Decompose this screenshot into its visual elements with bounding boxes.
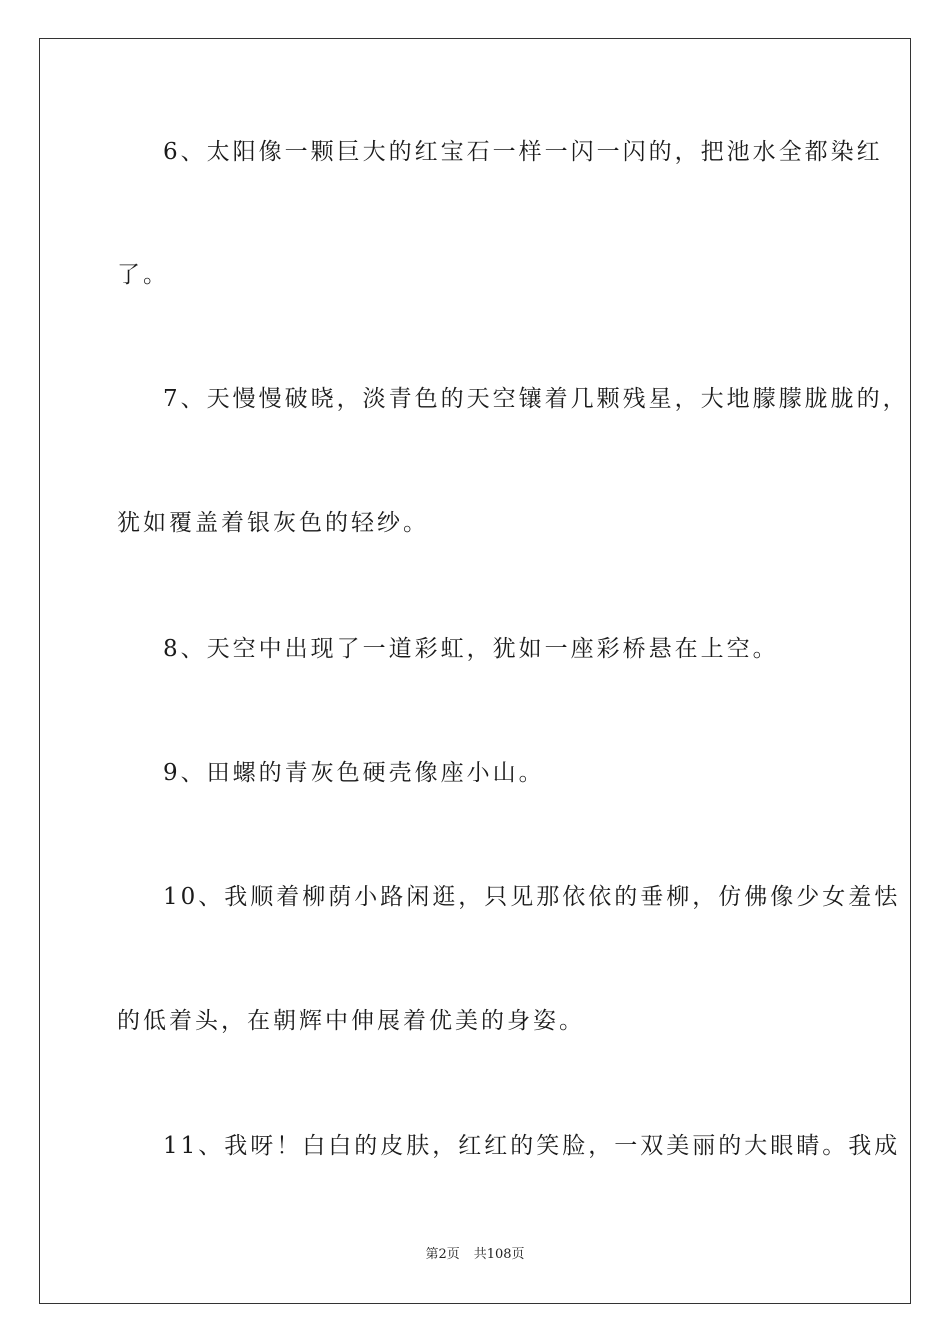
paragraph-8-line-1: 8、天空中出现了一道彩虹，犹如一座彩桥悬在上空。 <box>163 636 779 662</box>
paragraph-6-line-2: 了。 <box>117 262 169 288</box>
page-total: 共108页 <box>473 1247 525 1262</box>
paragraph-9-line-1: 9、田螺的青灰色硬壳像座小山。 <box>163 760 545 786</box>
paragraph-11-line-1: 11、我呀！白白的皮肤，红红的笑脸，一双美丽的大眼睛。我成 <box>163 1133 901 1159</box>
paragraph-7-line-2: 犹如覆盖着银灰色的轻纱。 <box>117 510 429 536</box>
paragraph-6-line-1: 6、太阳像一颗巨大的红宝石一样一闪一闪的，把池水全都染红 <box>163 139 883 165</box>
paragraph-10-line-1: 10、我顺着柳荫小路闲逛，只见那依依的垂柳，仿佛像少女羞怯 <box>163 884 901 910</box>
page-number: 第2页 <box>425 1247 460 1262</box>
page-border <box>39 38 911 1304</box>
paragraph-7-line-1: 7、天慢慢破晓，淡青色的天空镶着几颗残星，大地朦朦胧胧的， <box>163 386 909 412</box>
paragraph-10-line-2: 的低着头，在朝辉中伸展着优美的身姿。 <box>117 1008 585 1034</box>
page-footer <box>0 1246 950 1264</box>
